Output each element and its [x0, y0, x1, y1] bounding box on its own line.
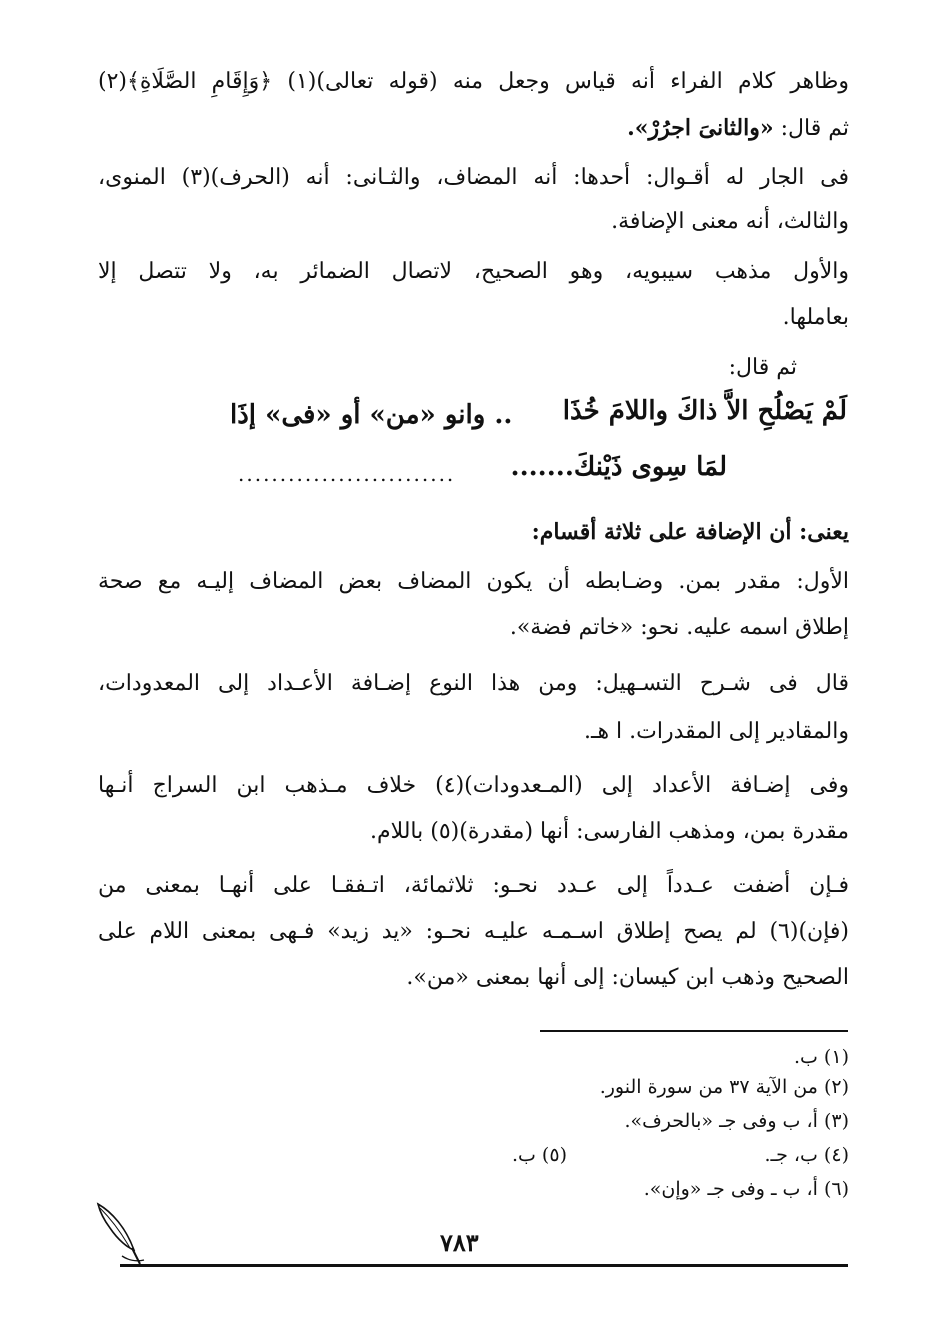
body-line-4: والثالث، أنه معنى الإضافة.: [611, 209, 849, 234]
footnote-5: (٥) ب.: [511, 1144, 567, 1166]
body-line-16: (فإن)(٦) لم يصح إطلاق اسـمـه عليـه نحـو: «يد زيد» فـهى بمعنى اللام على: [98, 919, 849, 944]
verse-1-right-hemistich: لَمْ يَصْلُحِ الاَّ ذاكَ واللامَ خُذَا: [562, 396, 847, 426]
footnote-4: (٤) ب، جـ.: [764, 1144, 849, 1166]
verse-quote: «والثانىَ اجرُرْ».: [627, 115, 774, 141]
body-line-9: الأول: مقدر بمن. وضـابطه أن يكون المضاف بعض المضاف إليـه مع صحة: [98, 569, 849, 594]
footnote-1: (١) ب.: [793, 1046, 849, 1068]
body-line-10: إطلاق اسمه عليه. نحو: «خاتم فضة».: [509, 615, 849, 640]
verse-2-right-hemistich: لمَا سِوى ذَيْنكَ.......: [510, 452, 727, 482]
bottom-rule: [120, 1264, 848, 1267]
body-line-8: يعنى: أن الإضافة على ثلاثة أقسام:: [531, 519, 849, 545]
footnote-2: (٢) من الآية ٣٧ من سورة النور.: [599, 1076, 849, 1098]
body-line-6: بعاملها.: [782, 305, 849, 330]
footnote-6: (٦) أ، ب ـ وفى جـ «وإن».: [643, 1178, 849, 1200]
body-line-14: مقدرة بمن، ومذهب الفارسى: أنها (مقدرة)(٥) باللام.: [369, 819, 849, 844]
body-line-11: قال فى شـرح التسـهيل: ومن هذا النوع إضـافة الأعـداد إلى المعدودات،: [98, 671, 849, 696]
page-number: ٧٨٣: [440, 1228, 479, 1257]
body-line-17: الصحيح وذهب ابن كيسان: إلى أنها بمعنى «من».: [406, 965, 849, 990]
body-line-7: ثم قال:: [728, 355, 797, 380]
body-line-12: والمقادير إلى المقدرات. ا هـ.: [584, 719, 849, 744]
verse-2-left-dots: ..........................: [238, 462, 456, 486]
footnote-3: (٣) أ، ب وفى جـ «بالحرف».: [624, 1110, 849, 1132]
verse-1-left-hemistich: .. وانو «من» أو «فى» إذَا: [230, 400, 513, 430]
quill-pen-icon: [92, 1198, 152, 1270]
body-line-5: والأول مذهب سيبويه، وهو الصحيح، لاتصال الضمائر به، ولا تتصل إلا: [98, 259, 849, 284]
body-line-2: [98, 108, 849, 149]
body-line-1: وظاهر كلام الفراء أنه قياس وجعل منه (قوله تعالى)(١) ﴿وَإِقَامِ الصَّلَاةِ﴾(٢): [98, 69, 849, 94]
then-said-label: ثم قال:: [780, 116, 849, 141]
body-line-13: وفى إضـافة الأعداد إلى (المـعدودات)(٤) خلاف مـذهب ابن السراج أنـها: [98, 773, 850, 798]
body-line-15: فـإن أضفت عـدداً إلى عـدد نحـو: ثلاثمائة، اتـفقـا على أنهـا بمعنى من: [98, 873, 849, 898]
body-line-3: فى الجار له أقـوال: أحدها: أنه المضاف، والثـانى: أنه (الحرف)(٣) المنوى،: [98, 165, 849, 190]
footnote-separator: [540, 1030, 848, 1032]
